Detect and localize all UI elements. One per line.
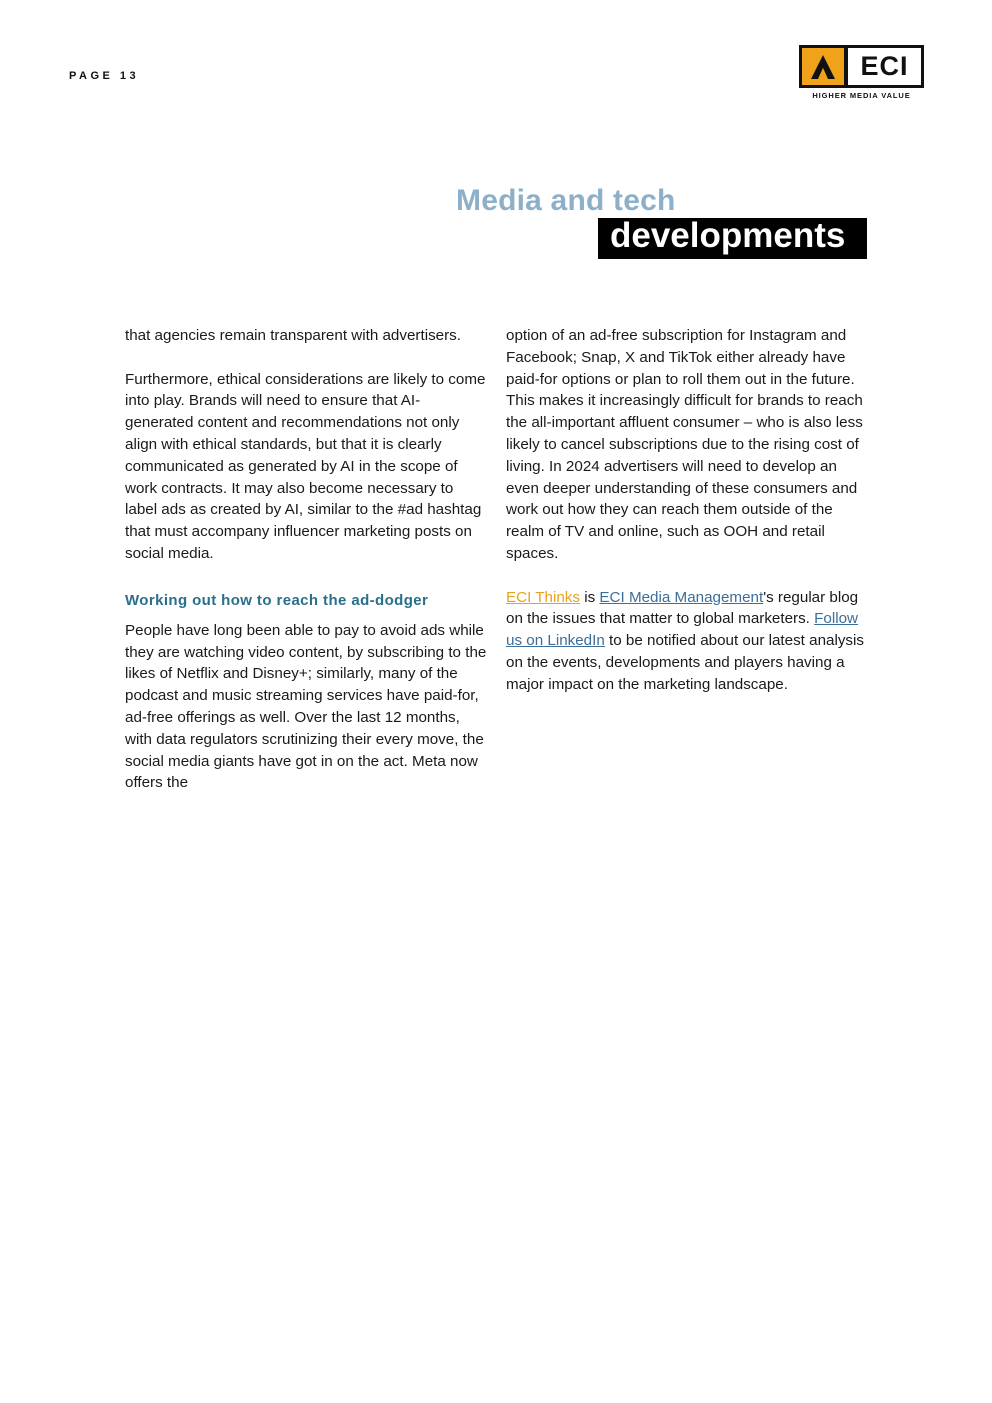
logo-mark-icon [802, 48, 844, 85]
right-column [506, 325, 868, 696]
linkedin-link[interactable]: Follow us on LinkedIn [506, 610, 859, 650]
page-number: PAGE 13 [69, 70, 140, 82]
eci-logo[interactable] [799, 45, 924, 100]
closing-text-2: 's regular blog on the issues that matter to global marketers. [506, 588, 859, 628]
left-column [125, 325, 487, 794]
logo-wordmark: ECI [848, 48, 921, 85]
section-title-line2: developments [598, 218, 867, 259]
logo-tagline: HIGHER MEDIA VALUE [812, 91, 911, 100]
eci-thinks-link[interactable]: ECI Thinks [506, 588, 580, 606]
left-paragraph-2: Furthermore, ethical considerations are likely to come into play. Brands will need to ensure that AI-generated content and recommendations not only align with ethical standards, but that it is clearly communicated as generated by AI in the scope of work contracts. It may also become necessary to label ads as created by AI, similar to the #ad hashtag that must accompany influencer marketing posts on social media. [125, 370, 486, 562]
closing-paragraph [506, 587, 868, 696]
logo-box [799, 45, 924, 88]
section-title-line1: Media and tech [456, 184, 676, 217]
left-paragraph-3: People have long been able to pay to avoid ads while they are watching video content, by subscribing to the likes of Netflix and Disney+; similarly, many of the podcast and music streaming services have paid-for, ad-free offerings as well. Over the last 12 months, with data regulators scrutinizing their every move, the social media giants have got in on the act. Meta now offers the [125, 621, 487, 792]
closing-text-1: is [580, 588, 600, 606]
left-paragraph-1: that agencies remain transparent with advertisers. [125, 327, 461, 344]
closing-text-3: to be notified about our latest analysis on the events, developments and players having a major impact on the marketing landscape. [506, 632, 864, 693]
eci-media-management-link[interactable]: ECI Media Management [599, 588, 764, 606]
section-subheading: Working out how to reach the ad-dodger [125, 591, 429, 609]
right-paragraph-1: option of an ad-free subscription for Instagram and Facebook; Snap, X and TikTok either already have paid-for options or plan to roll them out in the future. This makes it increasingly difficult for brands to reach the all-important affluent consumer – who is also less likely to cancel subscriptions due to the rising cost of living. In 2024 advertisers will need to develop an even deeper understanding of these consumers and work out how they can reach them outside of the realm of TV and online, such as OOH and retail spaces. [506, 327, 863, 562]
